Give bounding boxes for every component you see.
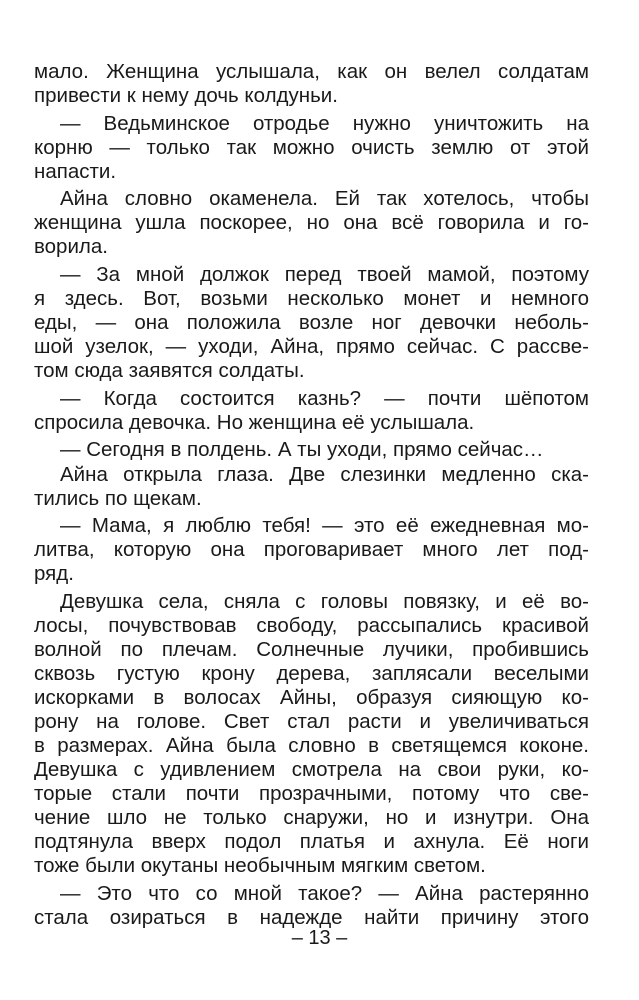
- text-line: литва, которую она проговаривает много лет под-: [34, 538, 589, 561]
- text-line: — Когда состоится казнь? — почти шёпотом: [60, 387, 589, 410]
- text-line: — Ведьминское отродье нужно уничтожить на: [60, 112, 589, 135]
- text-line: тились по щекам.: [34, 487, 202, 510]
- text-line: шой узелок, — уходи, Айна, прямо сейчас. С рассве-: [34, 335, 589, 358]
- text-line: ворила.: [34, 235, 108, 258]
- text-line: спросила девочка. Но женщина её услышала.: [34, 411, 475, 434]
- text-line: искорками в волосах Айны, образуя сияющую ко-: [34, 686, 589, 709]
- text-line: Девушка с удивлением смотрела на свои руки, ко-: [34, 758, 589, 781]
- text-line: Девушка села, сняла с головы повязку, и её во-: [60, 590, 589, 613]
- text-line: в размерах. Айна была словно в светящемся коконе.: [34, 734, 589, 757]
- text-line: женщина ушла поскорее, но она всё говорила и го-: [34, 211, 589, 234]
- text-line: лосы, почувствовав свободу, рассыпались красивой: [34, 614, 589, 637]
- text-line: чение шло не только снаружи, но и изнутри. Она: [34, 806, 589, 829]
- text-line: стала озираться в надежде найти причину этого: [34, 906, 589, 929]
- text-line: мало. Женщина услышала, как он велел солдатам: [34, 60, 589, 83]
- text-line: корню — только так можно очисть землю от этой: [34, 136, 589, 159]
- text-line: напасти.: [34, 160, 117, 183]
- text-line: — Сегодня в полдень. А ты уходи, прямо сейчас…: [60, 438, 544, 461]
- text-line: еды, — она положила возле ног девочки неболь-: [34, 311, 589, 334]
- text-line: ряд.: [34, 562, 74, 585]
- text-line: сквозь густую крону дерева, заплясали веселыми: [34, 662, 589, 685]
- text-line: волной по плечам. Солнечные лучики, пробившись: [34, 638, 589, 661]
- text-line: — Это что со мной такое? — Айна растерянно: [60, 882, 589, 905]
- text-line: подтянула вверх подол платья и ахнула. Её ноги: [34, 830, 589, 853]
- text-line: — Мама, я люблю тебя! — это её ежедневная мо-: [60, 514, 589, 537]
- text-line: привести к нему дочь колдуньи.: [34, 84, 338, 107]
- text-line: я здесь. Вот, возьми несколько монет и немного: [34, 287, 589, 310]
- text-line: Айна открыла глаза. Две слезинки медленно ска-: [60, 463, 589, 486]
- text-line: том сюда заявятся солдаты.: [34, 359, 305, 382]
- text-line: рону на голове. Свет стал расти и увеличиваться: [34, 710, 589, 733]
- page-number: – 13 –: [291, 927, 348, 949]
- text-line: тоже были окутаны необычным мягким светом.: [34, 854, 486, 877]
- text-line: — За мной должок перед твоей мамой, поэтому: [60, 263, 589, 286]
- text-line: торые стали почти прозрачными, потому что све-: [34, 782, 589, 805]
- text-line: Айна словно окаменела. Ей так хотелось, чтобы: [60, 187, 589, 210]
